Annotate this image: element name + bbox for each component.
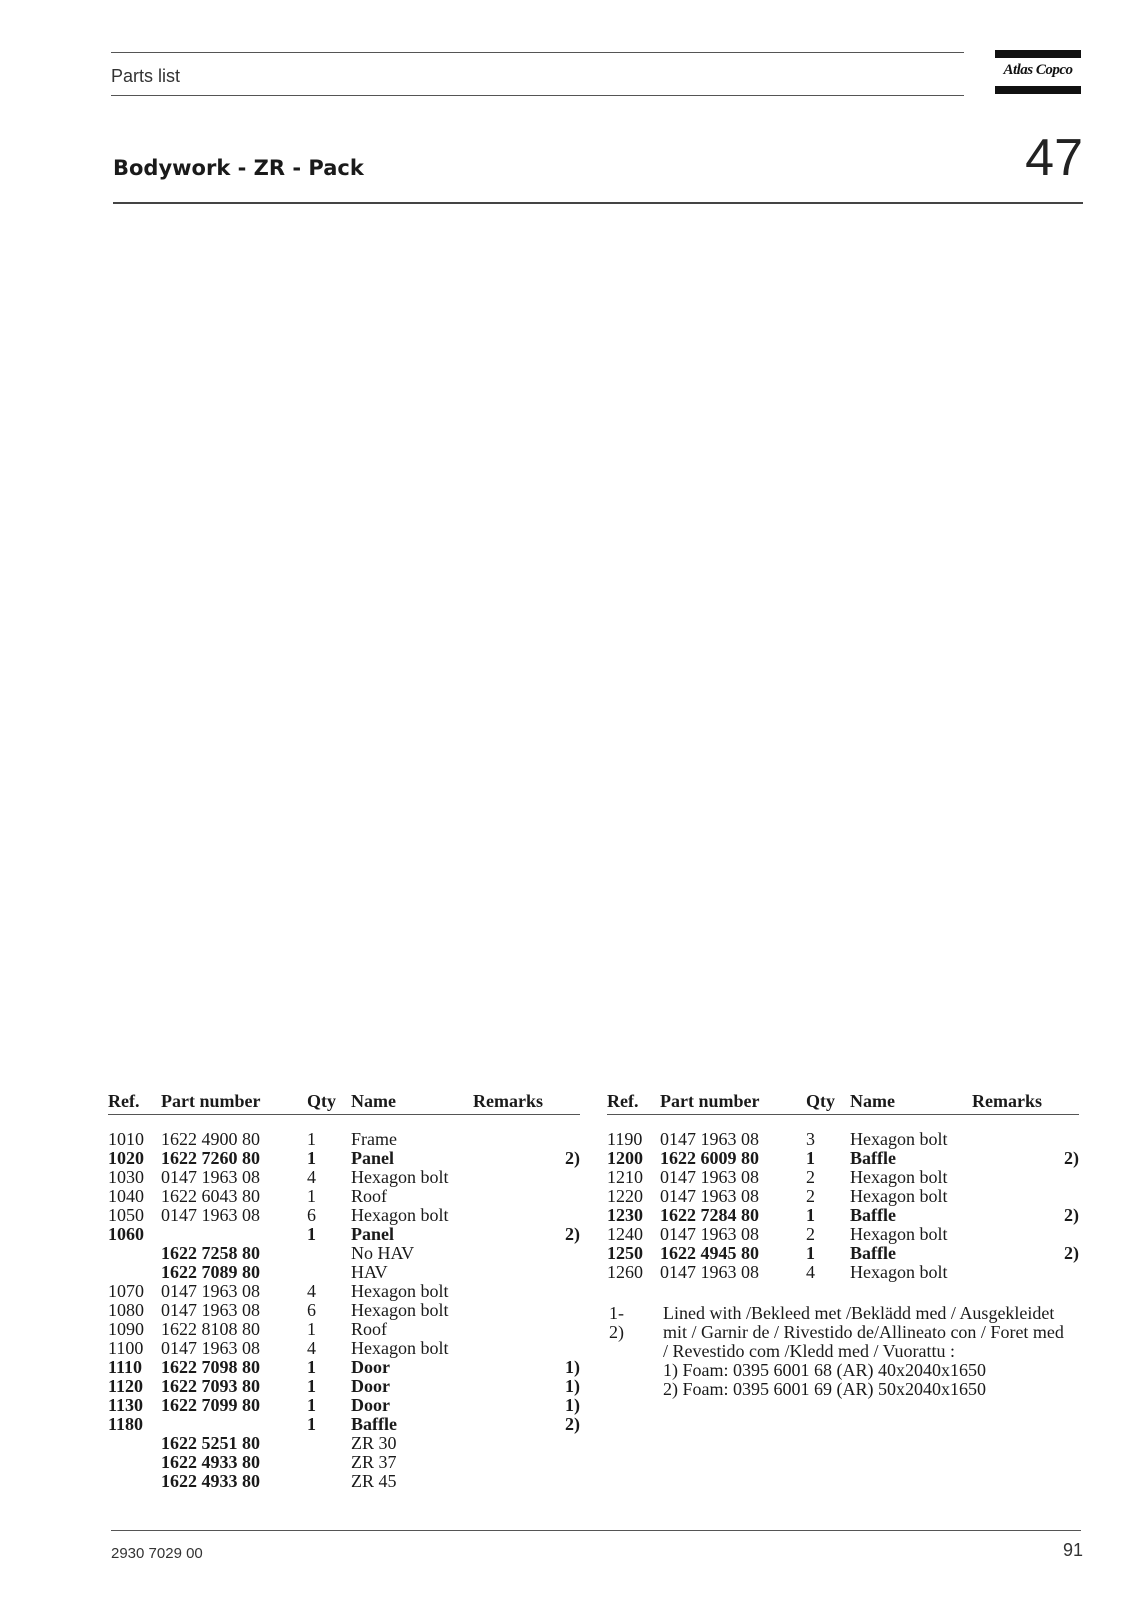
cell-ref: 1250 xyxy=(607,1243,643,1263)
cell-part-number: 1622 7260 80 xyxy=(161,1148,260,1168)
cell-ref: 1260 xyxy=(607,1262,643,1282)
table-row xyxy=(108,1187,580,1206)
table-row xyxy=(108,1263,580,1282)
table-row xyxy=(108,1396,580,1415)
table-row xyxy=(108,1225,580,1244)
cell-name: Hexagon bolt xyxy=(351,1167,449,1187)
table-header xyxy=(607,1092,1079,1115)
cell-name: Baffle xyxy=(850,1205,896,1225)
cell-qty: 4 xyxy=(806,1262,815,1282)
cell-ref: 1100 xyxy=(108,1338,144,1358)
col-qty: Qty xyxy=(307,1091,336,1111)
cell-qty: 1 xyxy=(307,1414,316,1434)
cell-ref: 1110 xyxy=(108,1357,143,1377)
cell-name: HAV xyxy=(351,1262,388,1282)
cell-remarks: 1) xyxy=(565,1357,580,1377)
cell-part-number: 1622 7089 80 xyxy=(161,1262,260,1282)
cell-name: Hexagon bolt xyxy=(850,1262,948,1282)
cell-name: Hexagon bolt xyxy=(850,1186,948,1206)
table-row xyxy=(108,1244,580,1263)
cell-ref: 1230 xyxy=(607,1205,643,1225)
cell-qty: 1 xyxy=(307,1186,316,1206)
table-row xyxy=(108,1206,580,1225)
cell-part-number: 0147 1963 08 xyxy=(161,1167,260,1187)
cell-remarks: 1) xyxy=(565,1376,580,1396)
cell-name: Baffle xyxy=(351,1414,397,1434)
cell-qty: 4 xyxy=(307,1281,316,1301)
table-row xyxy=(108,1130,580,1149)
cell-part-number: 0147 1963 08 xyxy=(161,1338,260,1358)
table-row xyxy=(607,1244,1079,1263)
cell-qty: 1 xyxy=(806,1205,815,1225)
table-row xyxy=(607,1187,1079,1206)
cell-qty: 6 xyxy=(307,1300,316,1320)
footnote-line: / Revestido com /Kledd med / Vuorattu : xyxy=(663,1341,956,1361)
col-part-number: Part number xyxy=(660,1091,760,1111)
col-qty: Qty xyxy=(806,1091,835,1111)
cell-name: Roof xyxy=(351,1186,387,1206)
cell-ref: 1200 xyxy=(607,1148,643,1168)
cell-part-number: 1622 7093 80 xyxy=(161,1376,260,1396)
header-top-rule xyxy=(111,52,964,53)
table-body xyxy=(108,1130,580,1491)
cell-qty: 2 xyxy=(806,1224,815,1244)
cell-part-number: 1622 4945 80 xyxy=(660,1243,759,1263)
table-row xyxy=(108,1453,580,1472)
footnote-lines xyxy=(663,1304,1093,1399)
page-number: 91 xyxy=(1062,1540,1083,1560)
cell-qty: 1 xyxy=(307,1395,316,1415)
table-row xyxy=(607,1225,1079,1244)
logo-top-bar xyxy=(995,50,1081,58)
cell-part-number: 1622 8108 80 xyxy=(161,1319,260,1339)
cell-ref: 1080 xyxy=(108,1300,144,1320)
cell-ref: 1130 xyxy=(108,1395,144,1415)
table-row xyxy=(108,1282,580,1301)
table-row xyxy=(108,1301,580,1320)
cell-qty: 1 xyxy=(806,1243,815,1263)
cell-ref: 1180 xyxy=(108,1414,144,1434)
cell-name: Door xyxy=(351,1357,390,1377)
cell-part-number: 0147 1963 08 xyxy=(660,1262,759,1282)
table-row xyxy=(607,1206,1079,1225)
cell-ref: 1040 xyxy=(108,1186,144,1206)
footnote-line: 1) Foam: 0395 6001 68 (AR) 40x2040x1650 xyxy=(663,1360,986,1380)
cell-qty: 1 xyxy=(806,1148,815,1168)
col-name: Name xyxy=(351,1091,396,1111)
parts-table-right xyxy=(607,1092,1079,1282)
cell-ref: 1030 xyxy=(108,1167,144,1187)
cell-part-number: 1622 7098 80 xyxy=(161,1357,260,1377)
section-label: Parts list xyxy=(111,66,181,86)
table-row xyxy=(108,1472,580,1491)
cell-part-number: 0147 1963 08 xyxy=(660,1129,759,1149)
brand-logo xyxy=(995,50,1081,94)
chapter-number: 47 xyxy=(1025,129,1083,187)
cell-remarks: 2) xyxy=(565,1148,580,1168)
cell-name: Hexagon bolt xyxy=(850,1224,948,1244)
cell-name: Roof xyxy=(351,1319,387,1339)
table-row xyxy=(108,1415,580,1434)
cell-part-number: 0147 1963 08 xyxy=(660,1167,759,1187)
cell-remarks: 2) xyxy=(1064,1148,1079,1168)
footnote-key: 1-2) xyxy=(609,1303,624,1342)
table-row xyxy=(108,1320,580,1339)
cell-name: Hexagon bolt xyxy=(850,1129,948,1149)
parts-table-left xyxy=(108,1092,580,1491)
document-number: 2930 7029 00 xyxy=(111,1545,203,1562)
table-row xyxy=(607,1168,1079,1187)
table-body xyxy=(607,1130,1079,1282)
footnote-line: Lined with /Bekleed met /Beklädd med / Ausgekleidet xyxy=(663,1303,1055,1323)
table-row xyxy=(607,1149,1079,1168)
footer-rule xyxy=(111,1530,1081,1531)
cell-ref: 1070 xyxy=(108,1281,144,1301)
cell-qty: 2 xyxy=(806,1186,815,1206)
col-name: Name xyxy=(850,1091,895,1111)
cell-name: Panel xyxy=(351,1148,394,1168)
col-remarks: Remarks xyxy=(473,1091,543,1111)
cell-part-number: 1622 6043 80 xyxy=(161,1186,260,1206)
table-row xyxy=(607,1130,1079,1149)
cell-name: Hexagon bolt xyxy=(850,1167,948,1187)
header-bottom-rule xyxy=(111,95,964,96)
cell-qty: 3 xyxy=(806,1129,815,1149)
cell-remarks: 2) xyxy=(565,1414,580,1434)
cell-part-number: 0147 1963 08 xyxy=(161,1281,260,1301)
cell-ref: 1210 xyxy=(607,1167,643,1187)
cell-ref: 1060 xyxy=(108,1224,144,1244)
cell-qty: 2 xyxy=(806,1167,815,1187)
cell-name: Hexagon bolt xyxy=(351,1281,449,1301)
cell-name: Hexagon bolt xyxy=(351,1338,449,1358)
cell-name: Door xyxy=(351,1395,390,1415)
cell-name: Baffle xyxy=(850,1243,896,1263)
cell-part-number: 1622 4933 80 xyxy=(161,1452,260,1472)
cell-part-number: 1622 4933 80 xyxy=(161,1471,260,1491)
cell-part-number: 0147 1963 08 xyxy=(161,1300,260,1320)
cell-qty: 1 xyxy=(307,1224,316,1244)
cell-qty: 1 xyxy=(307,1319,316,1339)
page-title: Bodywork - ZR - Pack xyxy=(113,156,364,180)
footnote-line: mit / Garnir de / Rivestido de/Allineato con / Foret med xyxy=(663,1322,1064,1342)
cell-qty: 1 xyxy=(307,1148,316,1168)
cell-name: ZR 45 xyxy=(351,1471,397,1491)
cell-name: No HAV xyxy=(351,1243,415,1263)
cell-ref: 1120 xyxy=(108,1376,144,1396)
cell-ref: 1190 xyxy=(607,1129,643,1149)
cell-qty: 4 xyxy=(307,1338,316,1358)
table-row xyxy=(108,1377,580,1396)
cell-part-number: 1622 5251 80 xyxy=(161,1433,260,1453)
cell-part-number: 0147 1963 08 xyxy=(161,1205,260,1225)
logo-bottom-bar xyxy=(995,86,1081,94)
logo-text: Atlas Copco xyxy=(1003,62,1073,78)
cell-name: Panel xyxy=(351,1224,394,1244)
title-rule xyxy=(113,202,1083,204)
cell-part-number: 1622 6009 80 xyxy=(660,1148,759,1168)
cell-ref: 1050 xyxy=(108,1205,144,1225)
col-ref: Ref. xyxy=(108,1091,140,1111)
footnote-line: 2) Foam: 0395 6001 69 (AR) 50x2040x1650 xyxy=(663,1379,986,1399)
table-row xyxy=(108,1339,580,1358)
table-row xyxy=(108,1434,580,1453)
cell-name: ZR 37 xyxy=(351,1452,397,1472)
table-row xyxy=(108,1168,580,1187)
table-header xyxy=(108,1092,580,1115)
cell-part-number: 0147 1963 08 xyxy=(660,1224,759,1244)
cell-name: Baffle xyxy=(850,1148,896,1168)
cell-part-number: 1622 7258 80 xyxy=(161,1243,260,1263)
cell-qty: 1 xyxy=(307,1357,316,1377)
cell-ref: 1090 xyxy=(108,1319,144,1339)
cell-name: Door xyxy=(351,1376,390,1396)
cell-remarks: 2) xyxy=(565,1224,580,1244)
col-ref: Ref. xyxy=(607,1091,639,1111)
cell-name: Hexagon bolt xyxy=(351,1300,449,1320)
cell-remarks: 1) xyxy=(565,1395,580,1415)
cell-part-number: 1622 7284 80 xyxy=(660,1205,759,1225)
cell-ref: 1220 xyxy=(607,1186,643,1206)
cell-name: ZR 30 xyxy=(351,1433,397,1453)
cell-name: Hexagon bolt xyxy=(351,1205,449,1225)
table-row xyxy=(607,1263,1079,1282)
cell-ref: 1240 xyxy=(607,1224,643,1244)
table-row xyxy=(108,1149,580,1168)
cell-qty: 4 xyxy=(307,1167,316,1187)
cell-part-number: 0147 1963 08 xyxy=(660,1186,759,1206)
table-row xyxy=(108,1358,580,1377)
cell-remarks: 2) xyxy=(1064,1205,1079,1225)
col-remarks: Remarks xyxy=(972,1091,1042,1111)
cell-qty: 1 xyxy=(307,1376,316,1396)
cell-ref: 1020 xyxy=(108,1148,144,1168)
cell-name: Frame xyxy=(351,1129,397,1149)
cell-ref: 1010 xyxy=(108,1129,144,1149)
cell-part-number: 1622 4900 80 xyxy=(161,1129,260,1149)
cell-part-number: 1622 7099 80 xyxy=(161,1395,260,1415)
cell-qty: 1 xyxy=(307,1129,316,1149)
cell-qty: 6 xyxy=(307,1205,316,1225)
col-part-number: Part number xyxy=(161,1091,261,1111)
cell-remarks: 2) xyxy=(1064,1243,1079,1263)
